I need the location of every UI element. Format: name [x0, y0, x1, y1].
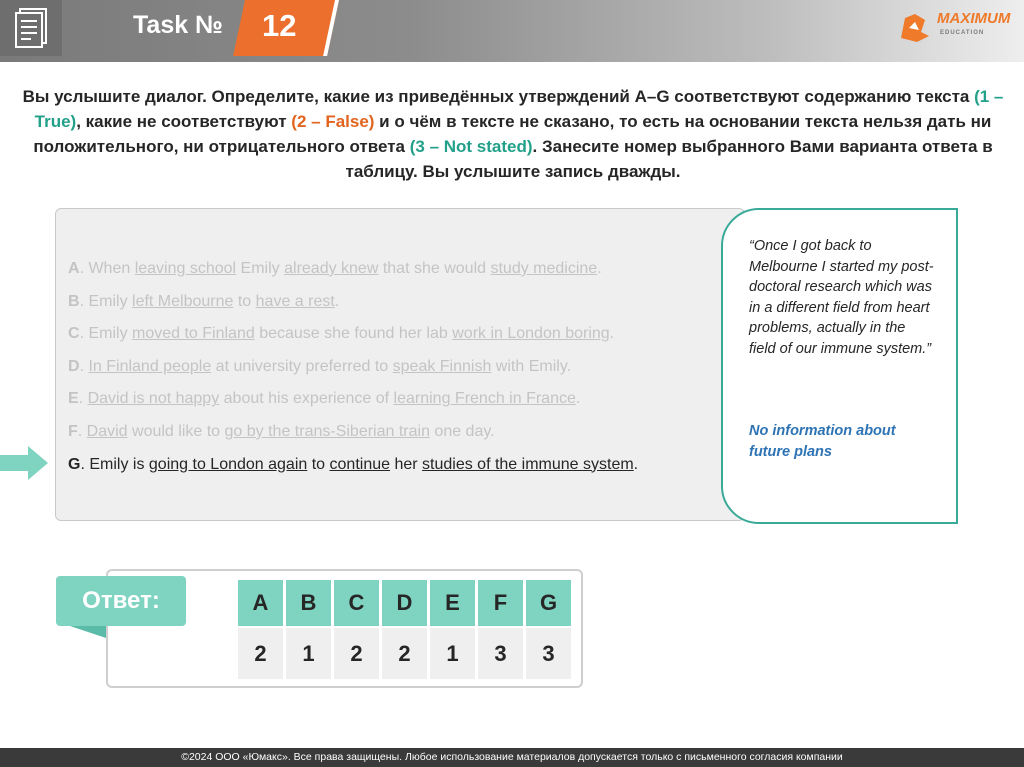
answer-letter: A: [238, 580, 283, 626]
answer-value: 2: [382, 628, 427, 679]
false-label: (2 – False): [291, 112, 375, 131]
statement-text: . Emily: [79, 292, 133, 310]
true-label: (1 – True): [34, 87, 1004, 131]
answer-label: Ответ:: [56, 576, 186, 626]
answer-label-tail: [70, 626, 106, 638]
answer-letter: C: [334, 580, 379, 626]
statement-text: would like to: [127, 423, 225, 440]
instr-part-1: Вы услышите диалог. Определите, какие из приведённых утверждений А–G соответствуют содержанию текста: [22, 87, 975, 106]
statement-text: with Emily.: [491, 357, 572, 375]
instr-part-2: , какие не соответствуют: [76, 112, 292, 131]
answer-value: 1: [430, 628, 475, 679]
task-instructions: [18, 84, 1008, 184]
statement-text: .: [77, 423, 87, 440]
statement-text: Emily: [236, 260, 285, 277]
statement-letter: G: [68, 455, 81, 473]
statement-keyphrase: study medicine: [490, 260, 598, 277]
logo-text: MAXIMUM: [937, 10, 1011, 27]
arrow-right-icon: [0, 446, 48, 480]
statement-text: .: [575, 390, 581, 408]
answer-values-row: [238, 628, 571, 679]
statement-keyphrase: already knew: [284, 260, 379, 277]
statement-keyphrase: David is not happy: [87, 390, 220, 408]
statement-f: [68, 423, 495, 441]
task-number: 12: [262, 8, 297, 43]
statement-keyphrase: speak Finnish: [392, 357, 492, 375]
statement-letter: C: [68, 325, 80, 343]
answer-value: 2: [334, 628, 379, 679]
statement-text: .: [79, 357, 89, 375]
statement-keyphrase: studies of the immune system: [422, 455, 634, 473]
statement-text: about his experience of: [219, 390, 394, 408]
answer-letter: D: [382, 580, 427, 626]
instr-part-3: и о чём в тексте не сказано, то есть на основании текста нельзя дать ни положительного, ни отрицательного ответа: [33, 112, 992, 156]
statement-keyphrase: In Finland people: [88, 357, 212, 375]
logo-subtext: EDUCATION: [940, 30, 985, 36]
document-icon: [0, 0, 62, 56]
answer-letter: B: [286, 580, 331, 626]
statement-keyphrase: going to London again: [148, 455, 308, 473]
instr-part-4: . Занесите номер выбранного Вами варианта ответа в таблицу. Вы услышите запись дважды.: [345, 137, 993, 181]
answer-letters-row: [238, 580, 571, 626]
statement-text: at university preferred to: [211, 357, 393, 375]
statement-text: . When: [79, 260, 135, 277]
statement-d: [68, 358, 571, 376]
statement-keyphrase: learning French in France: [393, 390, 576, 408]
statement-text: .: [633, 455, 639, 473]
statement-text: .: [78, 390, 88, 408]
statement-c: [68, 325, 614, 343]
statement-keyphrase: leaving school: [134, 260, 237, 277]
statement-text: .: [609, 325, 615, 343]
answer-value: 1: [286, 628, 331, 679]
statement-letter: D: [68, 357, 80, 375]
statement-letter: A: [68, 260, 80, 277]
statement-keyphrase: David: [86, 423, 128, 440]
statement-text: that she would: [378, 260, 491, 277]
statement-b: [68, 293, 339, 311]
quote-text: “Once I got back to Melbourne I started my post-doctoral research which was in a different field from heart problems, actually in the field of our immune system.”: [749, 238, 934, 357]
statement-text: .: [597, 260, 602, 277]
answer-value: 2: [238, 628, 283, 679]
statement-letter: B: [68, 292, 80, 310]
answer-value: 3: [526, 628, 571, 679]
statement-text: . Emily is: [80, 455, 149, 473]
statement-keyphrase: moved to Finland: [132, 325, 255, 343]
statement-keyphrase: left Melbourne: [132, 292, 234, 310]
footer-copyright: ©2024 ООО «Юмакс». Все права защищены. Любое использование материалов допускается только с письменного согласия компании: [0, 748, 1024, 767]
page-title: Task №: [133, 11, 223, 39]
statement-text: . Emily: [79, 325, 133, 343]
not-stated-label: (3 – Not stated): [409, 137, 533, 156]
statement-keyphrase: continue: [329, 455, 391, 473]
statement-keyphrase: go by the trans-Siberian train: [224, 423, 430, 440]
answer-letter: E: [430, 580, 475, 626]
answer-value: 3: [478, 628, 523, 679]
statement-e: [68, 390, 580, 408]
statement-keyphrase: work in London boring: [452, 325, 610, 343]
statement-letter: E: [68, 390, 79, 408]
answer-letter: G: [526, 580, 571, 626]
answer-letter: F: [478, 580, 523, 626]
quote-note: No information about future plans: [749, 423, 896, 460]
statement-letter: F: [68, 423, 78, 440]
statement-text: her: [390, 455, 423, 473]
statement-a: [68, 260, 602, 278]
statement-text: to: [307, 455, 330, 473]
statement-text: to: [233, 292, 256, 310]
statement-keyphrase: have a rest: [255, 292, 335, 310]
statement-text: one day.: [429, 423, 495, 440]
answer-table: [235, 578, 574, 681]
statement-text: because she found her lab: [254, 325, 453, 343]
statement-text: .: [334, 292, 340, 310]
statement-g: [68, 456, 638, 474]
